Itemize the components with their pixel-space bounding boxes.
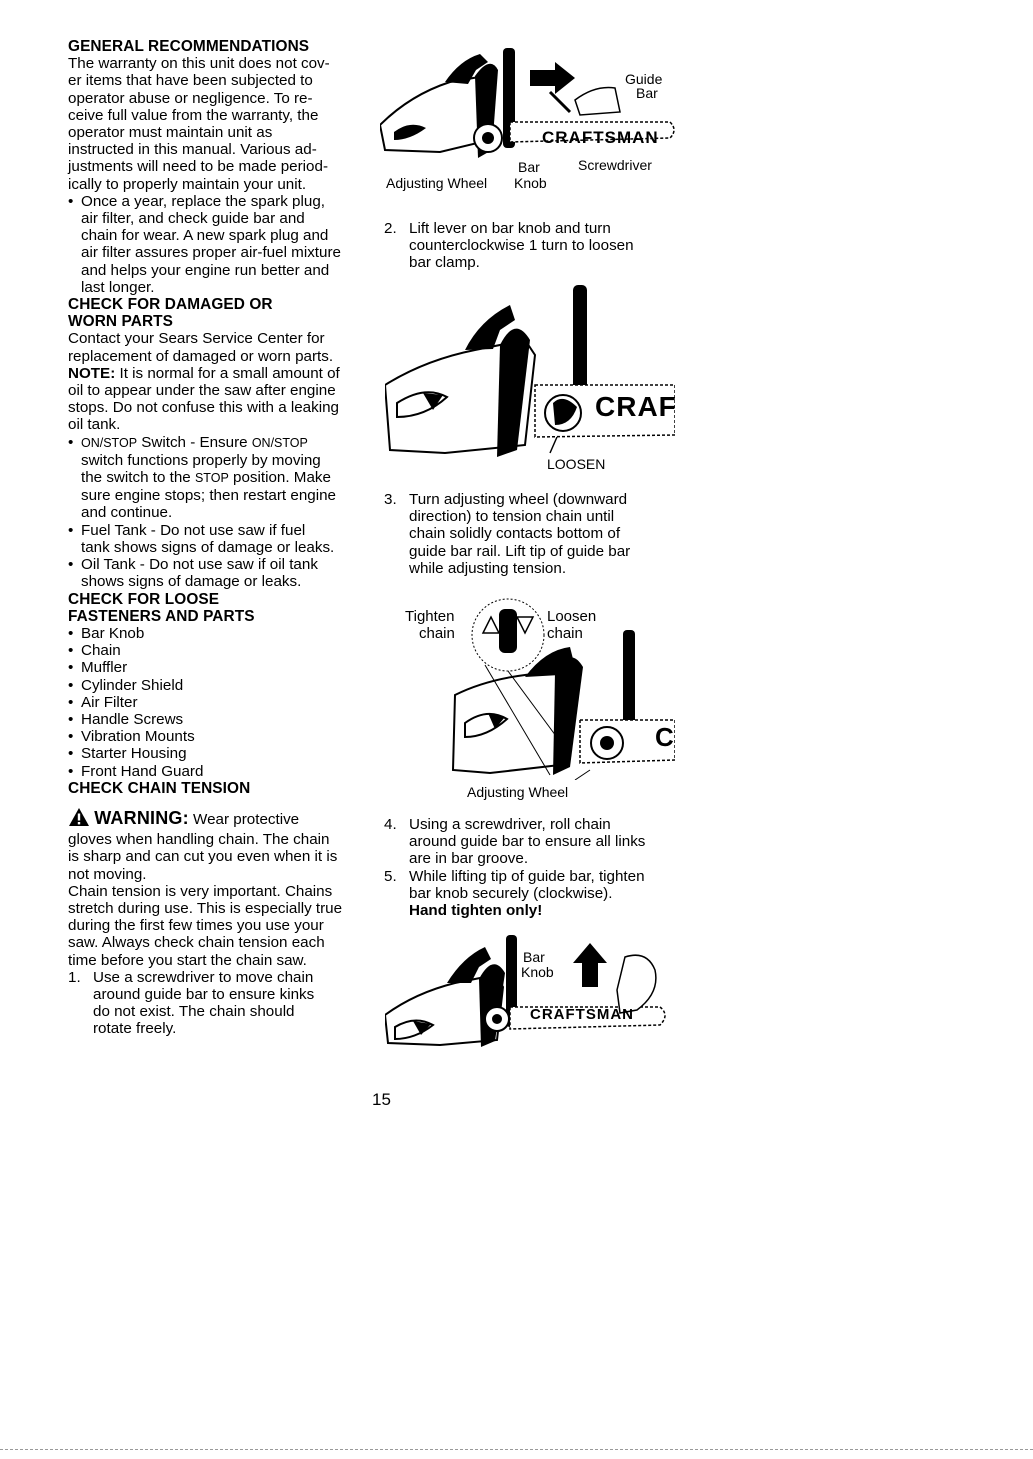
chainsaw-illustration-2 [385, 285, 675, 475]
switch-text: position. Make [228, 469, 331, 487]
smallcaps-text: STOP [194, 471, 229, 486]
list-item: • Vibration Mounts [68, 728, 360, 745]
step-text: Lift lever on bar knob and turn [409, 220, 611, 237]
bullet-on-stop-switch [68, 434, 360, 522]
warning-line: gloves when handling chain. The chain [68, 831, 330, 849]
tension-line: time before you start the chain saw. [68, 951, 307, 969]
loose-fasteners-heading-2: FASTENERS AND PARTS [68, 607, 255, 625]
steps-right-2 [384, 220, 684, 272]
step-text: rotate freely. [93, 1020, 177, 1038]
bullet-oil-tank [68, 556, 360, 590]
loose-parts-list [68, 625, 360, 780]
step-number: 3. [384, 491, 397, 508]
bullet-fuel-tank [68, 522, 360, 556]
warning-triangle-icon [68, 807, 90, 831]
tighten-label: Tighten [405, 608, 455, 625]
list-item: • Handle Screws [68, 711, 360, 728]
chain-label: chain [547, 625, 583, 642]
step-text: while adjusting tension. [409, 559, 567, 577]
tension-line: Chain tension is very important. Chains [68, 882, 333, 900]
brand-logo: CRAFTSMAN [530, 1006, 634, 1023]
step-number: 5. [384, 867, 397, 885]
bar-label: Bar [518, 159, 540, 175]
step-4 [384, 816, 684, 868]
general-line: instructed in this manual. Various ad- [68, 141, 317, 159]
step-text: bar knob securely (clockwise). [409, 884, 613, 902]
damaged-parts-heading: CHECK FOR DAMAGED OR [68, 296, 273, 314]
smallcaps-text: ON/STOP [251, 435, 308, 450]
bullet-line: air filter assures proper air-fuel mixture [81, 244, 341, 262]
step-text: are in bar groove. [409, 850, 529, 868]
general-line: ically to properly maintain your unit. [68, 175, 307, 193]
fuel-text: Fuel Tank - Do not use saw if fuel [81, 521, 306, 539]
general-line: operator must maintain unit as [68, 124, 273, 142]
figure-loosen [385, 285, 675, 475]
note-label: NOTE: [68, 364, 116, 382]
brand-logo: CRAFTSMAN [542, 128, 659, 147]
figure-bar-knob [385, 935, 675, 1050]
general-line: er items that have been subjected to [68, 72, 313, 90]
steps-right-4-5 [384, 816, 684, 919]
chainsaw-illustration-1 [380, 40, 680, 172]
note-text: It is normal for a small amount of [115, 364, 340, 382]
list-item: • Bar Knob [68, 625, 360, 642]
brand-logo: C [655, 722, 674, 752]
bar-label: Bar [523, 949, 545, 965]
loose-fasteners-heading: CHECK FOR LOOSE [68, 590, 220, 608]
note-line: oil to appear under the saw after engine [68, 382, 336, 400]
step-3-block [384, 491, 684, 577]
guide-label: Guide [625, 71, 663, 87]
step-text: counterclockwise 1 turn to loosen [409, 237, 634, 255]
chain-tension-heading: CHECK CHAIN TENSION [68, 779, 251, 797]
knob-label: Knob [521, 964, 554, 980]
loosen-label: Loosen [547, 608, 597, 625]
bar-label: Bar [636, 85, 658, 101]
tension-line: saw. Always check chain tension each [68, 934, 325, 952]
note-paragraph [68, 365, 360, 382]
screwdriver-label: Screwdriver [578, 157, 652, 173]
note-line: oil tank. [68, 416, 121, 434]
list-item: • Muffler [68, 659, 360, 676]
bullet-line: Once a year, replace the spark plug, [81, 192, 325, 210]
switch-text: switch functions properly by moving [81, 451, 321, 469]
bullet-line: and helps your engine run better and [81, 261, 330, 279]
step-number: 1. [68, 968, 81, 986]
step-text: direction) to tension chain until [409, 508, 615, 526]
figure-guide-bar-screwdriver [380, 40, 680, 191]
switch-text: Switch - Ensure [137, 433, 252, 451]
page-number: 15 [372, 1090, 391, 1109]
brand-logo: CRAF [595, 391, 677, 422]
step-text: guide bar rail. Lift tip of guide bar [409, 542, 631, 560]
adjusting-wheel-label: Adjusting Wheel [386, 175, 488, 191]
bullet-spark-plug [68, 193, 360, 296]
list-item: • Cylinder Shield [68, 677, 360, 694]
switch-text: and continue. [81, 504, 173, 522]
knob-label: Knob [514, 175, 547, 191]
general-bullets [68, 193, 360, 296]
left-column [68, 38, 360, 1038]
step-2-block [384, 220, 684, 272]
step-3 [384, 491, 684, 577]
step-5 [384, 868, 684, 920]
bullet-line: chain for wear. A new spark plug and [81, 227, 329, 245]
oil-text: shows signs of damage or leaks. [81, 573, 302, 591]
warning-label: WARNING: [94, 807, 189, 828]
general-recommendations-heading: GENERAL RECOMMENDATIONS [68, 38, 310, 55]
steps-right-3 [384, 491, 684, 577]
adjusting-wheel-label: Adjusting Wheel [467, 784, 569, 800]
step-text: do not exist. The chain should [93, 1003, 295, 1021]
smallcaps-text: ON/STOP [81, 435, 138, 450]
damaged-parts-heading-2: WORN PARTS [68, 313, 174, 331]
steps-4-5-block [384, 816, 684, 919]
damaged-line: Contact your Sears Service Center for [68, 330, 325, 348]
warning-line: is sharp and can cut you even when it is [68, 848, 338, 866]
step-number: 2. [384, 220, 397, 237]
damaged-line: replacement of damaged or worn parts. [68, 347, 334, 365]
loosen-label: LOOSEN [547, 456, 606, 472]
tension-line: stretch during use. This is especially true [68, 899, 343, 917]
general-line: The warranty on this unit does not cov- [68, 55, 330, 73]
bullet-line: air filter, and check guide bar and [81, 210, 305, 228]
general-line: operator abuse or negligence. To re- [68, 89, 313, 107]
switch-text: the switch to the [81, 469, 195, 487]
step-text: around guide bar to ensure all links [409, 833, 646, 851]
list-item: • Starter Housing [68, 745, 360, 762]
step-text: Turn adjusting wheel (downward [409, 491, 628, 508]
bottom-edge-line [0, 1449, 1033, 1450]
switch-text: sure engine stops; then restart engine [81, 487, 336, 505]
fuel-text: tank shows signs of damage or leaks. [81, 538, 335, 556]
list-item: • Front Hand Guard [68, 763, 360, 780]
tension-line: during the first few times you use your [68, 917, 324, 935]
step-2 [384, 220, 684, 272]
oil-text: Oil Tank - Do not use saw if oil tank [81, 556, 318, 574]
step-text: While lifting tip of guide bar, tighten [409, 867, 645, 885]
general-line: ceive full value from the warranty, the [68, 106, 319, 124]
step-text: chain solidly contacts bottom of [409, 525, 621, 543]
step-number: 4. [384, 816, 397, 833]
damaged-bullets [68, 434, 360, 591]
note-line: stops. Do not confuse this with a leaking [68, 399, 339, 417]
bullet-line: last longer. [81, 278, 155, 296]
step-text: Using a screwdriver, roll chain [409, 816, 611, 833]
step-1 [68, 969, 360, 1038]
general-line: justments will need to be made period- [68, 158, 329, 176]
warning-text: Wear protective [188, 810, 300, 828]
step-text: bar clamp. [409, 254, 480, 272]
warning-line [68, 807, 360, 831]
steps-left [68, 969, 360, 1038]
chain-label: chain [419, 625, 455, 642]
figure-tighten-loosen [395, 595, 675, 800]
list-item: • Air Filter [68, 694, 360, 711]
step-text: Use a screwdriver to move chain [93, 968, 314, 986]
warning-line: not moving. [68, 865, 147, 883]
step-text: around guide bar to ensure kinks [93, 985, 315, 1003]
hand-tighten-emphasis: Hand tighten only! [409, 902, 543, 920]
list-item: • Chain [68, 642, 360, 659]
